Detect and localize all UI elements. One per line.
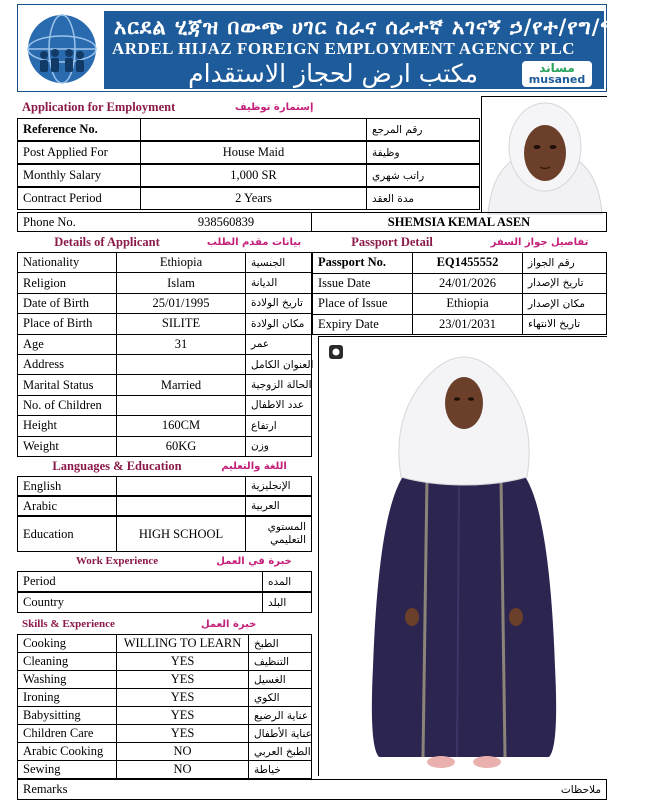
phone-value: 938560839 (140, 212, 312, 232)
contract-label: Contract Period (17, 187, 141, 210)
passport-row-label: Passport No. (312, 252, 413, 274)
passport-row-label-ar: مكان الإصدار (522, 293, 607, 315)
details-row-value: Islam (116, 272, 246, 293)
post-label: Post Applied For (17, 141, 141, 164)
skills-row-label: Children Care (17, 724, 117, 743)
details-row-value: 25/01/1995 (116, 293, 246, 314)
skills-row-label-ar: الطبخ العربي (248, 742, 312, 761)
skills-row-value: WILLING TO LEARN (116, 634, 249, 653)
skills-title: Skills & Experience (22, 618, 115, 630)
details-row-value: 31 (116, 334, 246, 355)
country-label: Country (17, 592, 72, 613)
country-label-ar: البلد (262, 592, 312, 613)
period-label-ar: المده (262, 571, 312, 592)
arabic-value (116, 496, 246, 516)
skills-row-value: NO (116, 742, 249, 761)
skills-row-label: Cooking (17, 634, 117, 653)
application-title-ar: إستمارة توظيف (235, 101, 314, 113)
reference-label: Reference No. (17, 118, 141, 141)
english-value (116, 476, 246, 496)
contract-value: 2 Years (140, 187, 367, 210)
salary-label-ar: راتب شهري (366, 164, 480, 187)
passport-row-value: Ethiopia (412, 293, 523, 315)
education-value: HIGH SCHOOL (116, 516, 246, 552)
english-label: English (17, 476, 117, 496)
details-row-label-ar: الجنسية (245, 252, 312, 273)
skills-row-label: Sewing (17, 760, 117, 779)
passport-row-label-ar: تاريخ الإصدار (522, 273, 607, 295)
period-label: Period (17, 571, 60, 592)
details-row-label-ar: وزن (245, 436, 312, 457)
skills-row-label: Washing (17, 670, 117, 689)
skills-row-label-ar: التنظيف (248, 652, 312, 671)
languages-title-ar: اللغة والتعليم (221, 460, 287, 472)
passport-row-value: 23/01/2031 (412, 314, 523, 336)
details-row-label: No. of Children (17, 395, 117, 416)
details-row-label: Place of Birth (17, 313, 117, 334)
skills-row-value: YES (116, 670, 249, 689)
details-row-label-ar: ارتفاع (245, 415, 312, 436)
skills-row-label-ar: عناية الرضيع (248, 706, 312, 725)
skills-row-label-ar: خياطة (248, 760, 312, 779)
education-label-ar: المستوي التعليمي (245, 516, 312, 552)
remarks-row (17, 779, 607, 800)
salary-value: 1,000 SR (140, 164, 367, 187)
skills-row-label: Ironing (17, 688, 117, 707)
passport-row-label: Place of Issue (312, 293, 413, 315)
details-row-label: Date of Birth (17, 293, 117, 314)
skills-row-value: YES (116, 688, 249, 707)
details-row-label: Age (17, 334, 117, 355)
skills-row-value: YES (116, 652, 249, 671)
details-row-label-ar: العنوان الكامل (245, 354, 312, 375)
passport-row-label-ar: تاريخ الانتهاء (522, 314, 607, 336)
details-row-label-ar: عمر (245, 334, 312, 355)
agency-logo (24, 11, 100, 87)
details-row-value: 160CM (116, 415, 246, 436)
musaned-logo (522, 61, 592, 87)
details-row-value: Ethiopia (116, 252, 246, 273)
skills-row-label: Arabic Cooking (17, 742, 117, 761)
header-english-name: ARDEL HIJAZ FOREIGN EMPLOYMENT AGENCY PLC (112, 39, 576, 58)
education-label: Education (17, 516, 117, 552)
applicant-full-photo (318, 336, 607, 776)
globe-people-logo-icon (24, 11, 100, 87)
post-value: House Maid (140, 141, 367, 164)
skills-row-label: Cleaning (17, 652, 117, 671)
details-row-label: Nationality (17, 252, 117, 273)
header-arabic-name: مكتب ارض لحجاز الاستقدام (188, 59, 478, 88)
details-row-value (116, 354, 246, 375)
english-label-ar: الإنجليزية (245, 476, 312, 496)
phone-label: Phone No. (17, 212, 141, 232)
details-row-label-ar: الحالة الزوجية (245, 374, 312, 395)
applicant-full-name: SHEMSIA KEMAL ASEN (311, 212, 607, 232)
details-row-value (116, 395, 246, 416)
musaned-english: musaned (528, 73, 586, 86)
skills-row-value: YES (116, 706, 249, 725)
passport-title: Passport Detail (351, 234, 433, 249)
passport-title-ar: تفاصيل جواز السفر (490, 236, 589, 248)
details-row-label: Marital Status (17, 374, 117, 395)
remarks-label: Remarks (23, 782, 68, 796)
details-row-label: Weight (17, 436, 117, 457)
headshot-photo-icon (482, 97, 608, 214)
work-title-ar: خبرة في العمل (216, 555, 292, 567)
details-row-label-ar: الديانة (245, 272, 312, 293)
contract-label-ar: مدة العقد (366, 187, 480, 210)
skills-row-label: Babysitting (17, 706, 117, 725)
remarks-label-ar: ملاحظات (560, 783, 601, 796)
passport-row-value: EQ1455552 (412, 252, 523, 274)
passport-row-label-ar: رقم الجواز (522, 252, 607, 274)
passport-row-label: Expiry Date (312, 314, 413, 336)
work-title: Work Experience (75, 555, 159, 567)
reference-value (140, 118, 367, 141)
header-amharic-name: አርደል ሂጃዝ በውጭ ሀገር ስራና ሰራተኛ አገናኝ ኃ/የተ/የግ/ማህበር (114, 15, 662, 39)
skills-row-label-ar: الكوي (248, 688, 312, 707)
period-value (59, 571, 263, 592)
skills-row-value: YES (116, 724, 249, 743)
salary-label: Monthly Salary (17, 164, 141, 187)
skills-row-label-ar: الغسيل (248, 670, 312, 689)
musaned-arabic: مساند (539, 61, 575, 75)
skills-title-ar: خبرة العمل (201, 618, 257, 630)
country-value (71, 592, 263, 613)
languages-title: Languages & Education (52, 458, 182, 473)
arabic-label-ar: العربية (245, 496, 312, 516)
arabic-label: Arabic (17, 496, 117, 516)
skills-row-value: NO (116, 760, 249, 779)
passport-row-label: Issue Date (312, 273, 413, 295)
passport-row-value: 24/01/2026 (412, 273, 523, 295)
reference-label-ar: رقم المرجع (366, 118, 480, 141)
skills-row-label-ar: الطبخ (248, 634, 312, 653)
details-title: Details of Applicant (54, 234, 160, 249)
details-row-value: SILITE (116, 313, 246, 334)
details-row-label: Height (17, 415, 117, 436)
details-row-value: 60KG (116, 436, 246, 457)
skills-row-label-ar: عناية الأطفال (248, 724, 312, 743)
details-row-label: Address (17, 354, 117, 375)
details-row-label-ar: مكان الولادة (245, 313, 312, 334)
details-row-label: Religion (17, 272, 117, 293)
details-title-ar: بيانات مقدم الطلب (206, 236, 302, 248)
details-row-value: Married (116, 374, 246, 395)
application-title: Application for Employment (22, 99, 176, 114)
applicant-headshot (481, 96, 607, 213)
details-row-label-ar: تاريخ الولادة (245, 293, 312, 314)
post-label-ar: وظيفة (366, 141, 480, 164)
details-row-label-ar: عدد الاطفال (245, 395, 312, 416)
full-body-photo-icon (319, 337, 608, 777)
header-banner (17, 4, 662, 92)
